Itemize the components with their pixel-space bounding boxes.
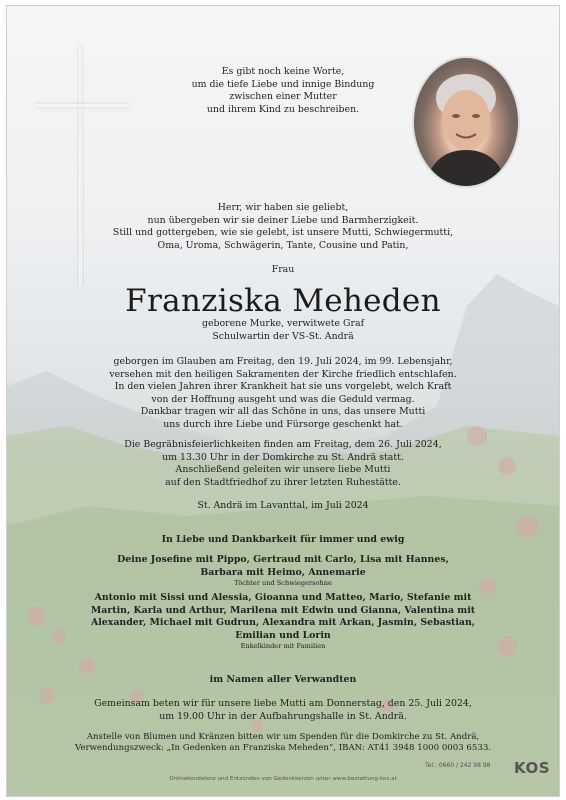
- grandchildren-line: Emilian und Lorin: [235, 629, 331, 641]
- poem-line: und ihrem Kind zu beschreiben.: [206, 103, 360, 115]
- name-prefix: Frau: [271, 264, 295, 275]
- children-block: [7, 554, 559, 588]
- funeral-block: [7, 439, 559, 489]
- death-line: uns durch ihre Liebe und Fürsorge geschenkt hat.: [163, 418, 403, 430]
- donation-line: Anstelle von Blumen und Kränzen bitten wir um Spenden für die Domkirche zu St. Andrä,: [86, 732, 480, 742]
- funeral-line: auf den Stadtfriedhof zu ihrer letzten Ruhestätte.: [165, 476, 401, 488]
- prayer-block: [7, 202, 559, 252]
- donation-line: Verwendungszweck: „In Gedenken an Franziska Meheden“, IBAN: AT41 3948 1000 0003 6533.: [74, 743, 492, 754]
- grandchildren-caption: Enkelkinder mit Familien: [240, 642, 326, 651]
- prayer-notice-line: um 19.00 Uhr in der Aufbahrungshalle in St. Andrä.: [159, 710, 407, 722]
- children-line: Deine Josefine mit Pippo, Gertraud mit Carlo, Lisa mit Hannes,: [117, 554, 449, 565]
- prayer-line: Herr, wir haben sie geliebt,: [217, 202, 349, 213]
- prayer-line: nun übergeben wir sie deiner Liebe und Barmherzigkeit.: [147, 214, 419, 226]
- birth-info: [7, 318, 559, 343]
- love-line: In Liebe und Dankbarkeit für immer und ewig: [161, 534, 405, 545]
- deceased-name: Franziska Meheden: [125, 283, 441, 319]
- brand-logo: KOS: [514, 759, 551, 777]
- poem-line: um die tiefe Liebe und innige Bindung: [191, 78, 375, 90]
- prayer-line: Oma, Uroma, Schwägerin, Tante, Cousine und Patin,: [157, 239, 409, 251]
- grandchildren-line: Martin, Karla und Arthur, Marilena mit Edwin und Gianna, Valentina mit: [90, 604, 476, 616]
- relatives-line: im Namen aller Verwandten: [209, 674, 357, 685]
- poem-line: zwischen einer Mutter: [229, 91, 337, 103]
- funeral-line: Anschließend geleiten wir unsere liebe Mutti: [175, 464, 391, 476]
- death-line: von der Hoffnung ausgeht und was die Geduld vermag.: [151, 393, 415, 405]
- death-block: [7, 356, 559, 432]
- donation-block: [7, 732, 559, 755]
- poem-block: [7, 66, 559, 116]
- funeral-line: um 13.30 Uhr in der Domkirche zu St. Andrä statt.: [162, 451, 404, 463]
- death-line: Dankbar tragen wir all das Schöne in uns, das unsere Mutti: [140, 406, 426, 418]
- children-caption: Töchter und Schwiegersohne: [234, 579, 332, 588]
- prayer-notice: [7, 698, 559, 723]
- death-line: versehen mit den heiligen Sakramenten der Kirche friedlich entschlafen.: [109, 368, 457, 380]
- phone-number: Tel.: 0660 / 242 98 98: [425, 762, 491, 769]
- birth-line: geborene Murke, verwitwete Graf: [201, 318, 365, 329]
- grandchildren-line: Alexander, Michael mit Gudrun, Alexandra mit Arkan, Jasmin, Sebastian,: [90, 617, 476, 629]
- prayer-notice-line: Gemeinsam beten wir für unsere liebe Mutti am Donnerstag, den 25. Juli 2024,: [94, 698, 472, 709]
- prayer-line: Still und gottergeben, wie sie gelebt, ist unsere Mutti, Schwiegermutti,: [112, 227, 454, 239]
- funeral-line: Die Begräbnisfeierlichkeiten finden am Freitag, dem 26. Juli 2024,: [124, 439, 442, 450]
- grandchildren-line: Antonio mit Sissi und Alessia, Gioanna und Matteo, Mario, Stefanie mit: [94, 592, 472, 603]
- birth-line: Schulwartin der VS-St. Andrä: [212, 330, 354, 342]
- death-line: In den vielen Jahren ihrer Krankheit hat sie uns vorgelebt, welch Kraft: [114, 381, 452, 393]
- poem-line: Es gibt noch keine Worte,: [221, 66, 345, 77]
- obituary-page: [6, 5, 560, 797]
- online-note: Onlinekondolenz und Entzünden von Gedenkkerzen unter www.bestattung-kos.at: [169, 776, 397, 782]
- children-line: Barbara mit Heimo, Annemarie: [200, 566, 366, 578]
- grandchildren-block: [7, 592, 559, 651]
- place-date: St. Andrä im Lavanttal, im Juli 2024: [197, 500, 369, 511]
- death-line: geborgen im Glauben am Freitag, den 19. Juli 2024, im 99. Lebensjahr,: [113, 356, 453, 367]
